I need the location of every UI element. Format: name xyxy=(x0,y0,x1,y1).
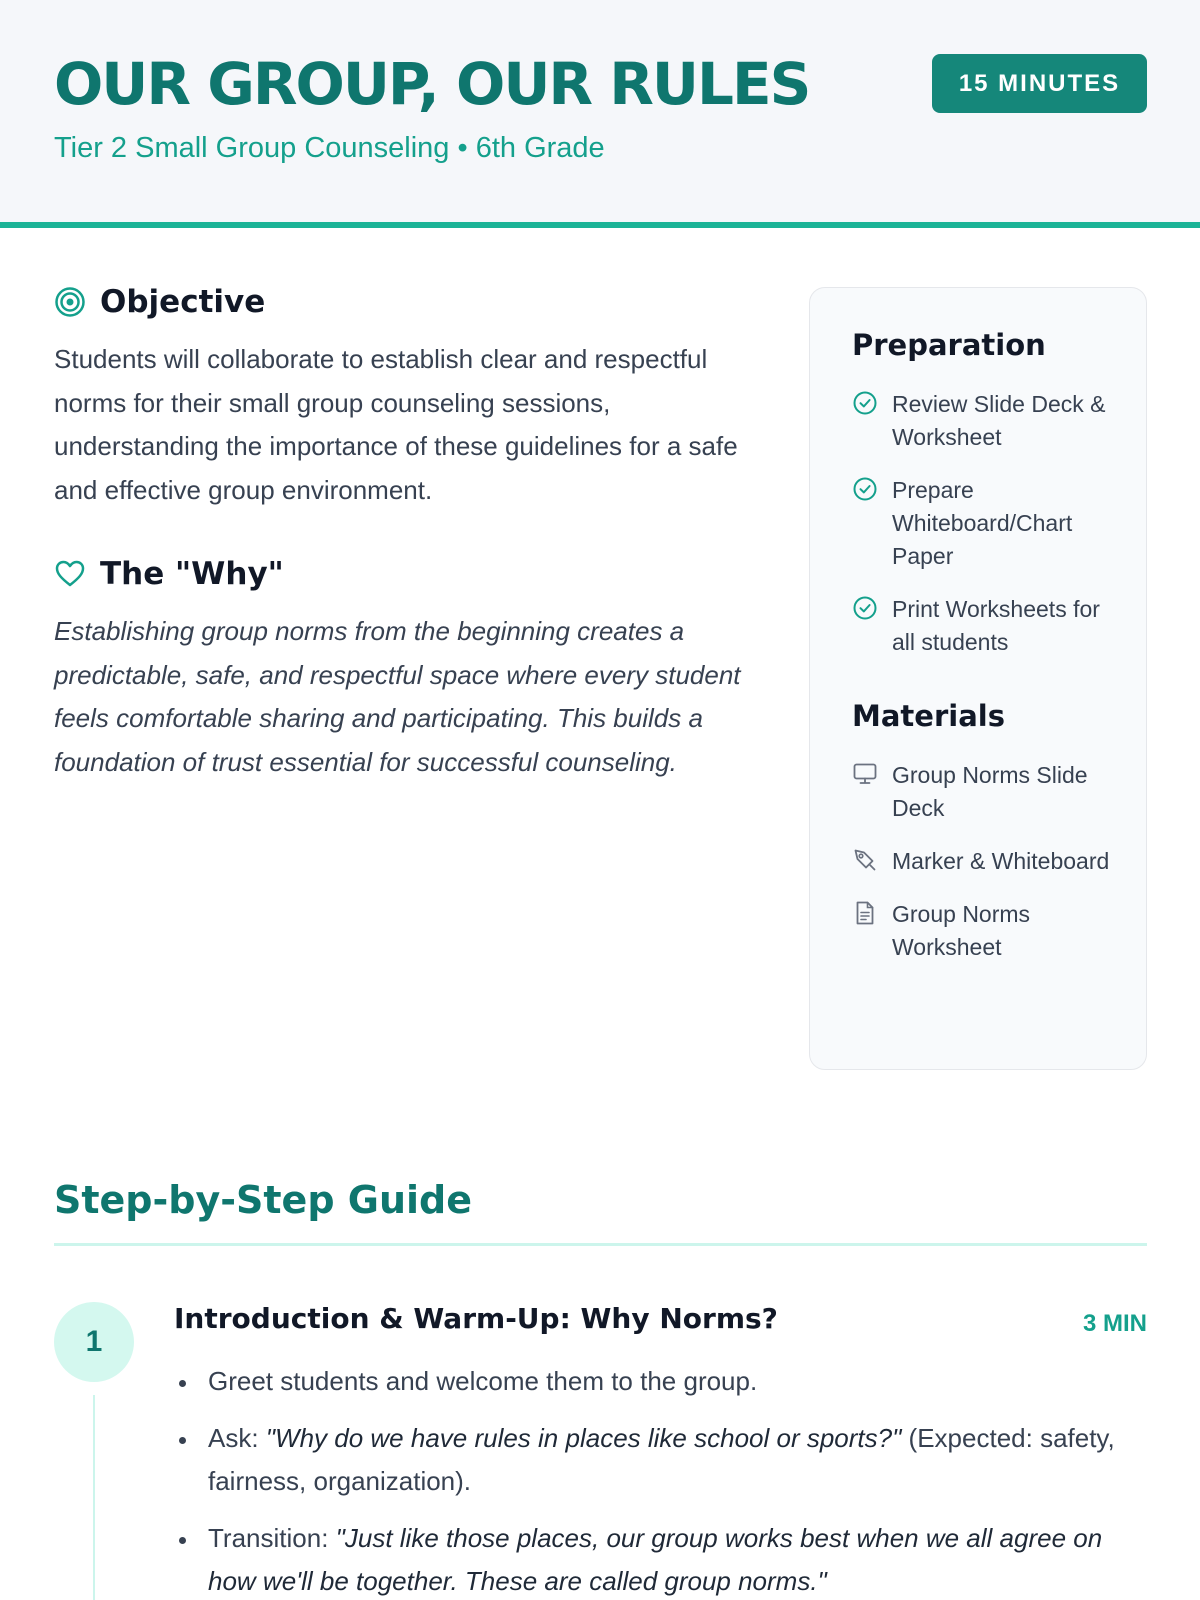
bullet-text: Greet students and welcome them to the group. xyxy=(208,1366,758,1396)
bullet-quote: "Why do we have rules in places like school or sports?" xyxy=(265,1422,902,1453)
list-item xyxy=(852,474,1116,573)
materials-list xyxy=(852,759,1116,964)
page-header xyxy=(0,0,1200,228)
why-text: Establishing group norms from the beginning creates a predictable, safe, and respectful space where every student feels comfortable sharing and participating. This builds a foundation of trust essential for successful counseling. xyxy=(54,616,741,777)
target-icon xyxy=(54,286,86,318)
preparation-card xyxy=(809,287,1147,1070)
bullet-prefix: Ask: xyxy=(208,1422,266,1453)
check-circle-icon xyxy=(852,390,878,416)
lesson-overview xyxy=(54,282,774,784)
materials-title: Materials xyxy=(852,699,1005,733)
guide-divider xyxy=(54,1243,1147,1246)
objective-title: Objective xyxy=(100,284,266,320)
preparation-item-label: Print Worksheets for all students xyxy=(892,596,1100,655)
step-title: Introduction & Warm-Up: Why Norms? xyxy=(174,1302,778,1335)
preparation-title: Preparation xyxy=(852,328,1046,362)
bullet-suffix: (Expected: safety, fairness, organization). xyxy=(208,1422,1115,1496)
check-circle-icon xyxy=(852,595,878,621)
bullet-prefix: Transition: xyxy=(208,1522,336,1553)
preparation-item-label: Prepare Whiteboard/Chart Paper xyxy=(892,477,1073,569)
duration-badge: 15 MINUTES xyxy=(932,54,1147,113)
objective-text: Students will collaborate to establish clear and respectful norms for their small group counseling sessions, understanding the importance of these guidelines for a safe and effective group environment. xyxy=(54,344,738,505)
objective-section xyxy=(54,282,774,512)
list-item xyxy=(852,593,1116,659)
materials-item-label: Group Norms Worksheet xyxy=(892,901,1031,960)
why-heading xyxy=(54,554,774,594)
why-section xyxy=(54,554,774,784)
materials-item-label: Group Norms Slide Deck xyxy=(892,762,1088,821)
step-duration: 3 MIN xyxy=(1082,1310,1147,1337)
marker-icon xyxy=(852,847,878,873)
materials-item-label: Marker & Whiteboard xyxy=(892,848,1110,874)
monitor-icon xyxy=(852,761,878,787)
preparation-list xyxy=(852,388,1116,659)
page-subtitle: Tier 2 Small Group Counseling • 6th Grade xyxy=(54,132,605,164)
list-item xyxy=(174,1417,1149,1504)
preparation-item-label: Review Slide Deck & Worksheet xyxy=(892,391,1106,450)
document-icon xyxy=(852,900,878,926)
bullet-quote: "Just like those places, our group works best when we all agree on how we'll be together. These are called group norms." xyxy=(208,1522,1103,1596)
list-item xyxy=(852,898,1116,964)
step-timeline-line xyxy=(93,1395,95,1600)
list-item xyxy=(174,1517,1149,1600)
objective-heading xyxy=(54,282,774,322)
list-item xyxy=(852,845,1116,878)
page-title: OUR GROUP, OUR RULES xyxy=(54,50,810,118)
list-item xyxy=(852,388,1116,454)
step-number-badge: 1 xyxy=(54,1302,134,1382)
check-circle-icon xyxy=(852,476,878,502)
list-item xyxy=(852,759,1116,825)
step-bullets xyxy=(174,1360,1149,1600)
heart-icon xyxy=(54,558,86,590)
why-title: The "Why" xyxy=(100,556,284,592)
list-item xyxy=(174,1360,1149,1404)
guide-title: Step-by-Step Guide xyxy=(54,1178,472,1222)
